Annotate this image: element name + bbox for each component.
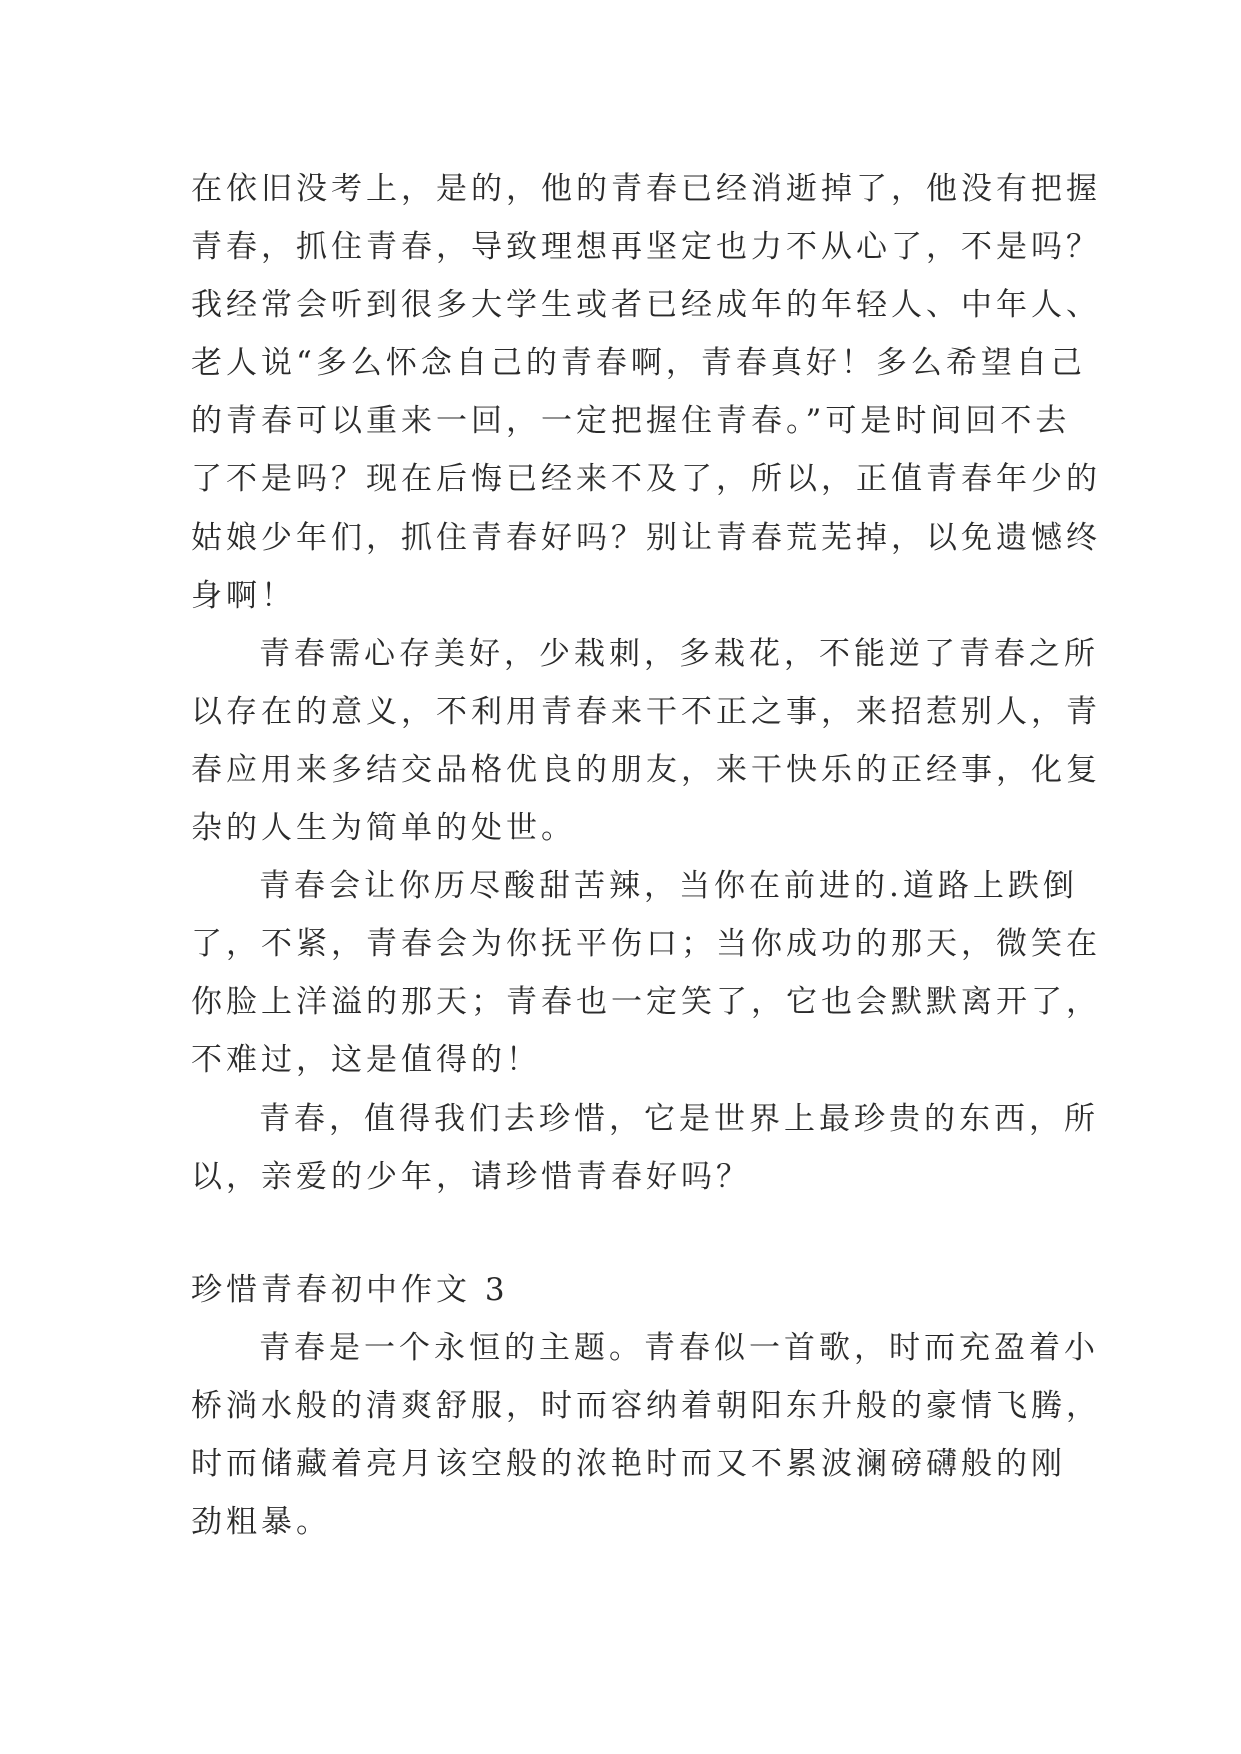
text-line: 我经常会听到很多大学生或者已经成年的年轻人、中年人、 [191, 287, 1101, 324]
paragraph-continuation [191, 160, 1101, 625]
text-line: 你脸上洋溢的那天；青春也一定笑了，它也会默默离开了， [191, 984, 1101, 1021]
text-line: 劲粗暴。 [191, 1504, 331, 1541]
text-line: 的青春可以重来一回，一定把握住青春。”可是时间回不去 [191, 403, 1071, 440]
text-line: 了，不紧，青春会为你抚平伤口；当你成功的那天，微笑在 [191, 926, 1101, 963]
paragraph-2 [191, 625, 1101, 857]
paragraph-3 [191, 857, 1101, 1089]
paragraph-4 [191, 1090, 1099, 1206]
text-line: 在依旧没考上，是的，他的青春已经消逝掉了，他没有把握 [191, 171, 1101, 207]
text-line: 青春会让你历尽酸甜苦辣，当你在前进的.道路上跌倒 [259, 868, 1078, 905]
text-line: 老人说“多么怀念自己的青春啊，青春真好！多么希望自己 [191, 345, 1086, 382]
text-line: 春应用来多结交品格优良的朋友，来干快乐的正经事，化复 [191, 751, 1101, 788]
paragraph-5 [191, 1319, 1101, 1551]
text-line: 杂的人生为简单的处世。 [191, 810, 576, 847]
text-line: 身啊！ [191, 577, 296, 614]
text-line: 以存在的意义，不利用青春来干不正之事，来招惹别人，青 [191, 693, 1101, 730]
text-line: 以，亲爱的少年，请珍惜青春好吗？ [191, 1158, 751, 1195]
text-line: 青春是一个永恒的主题。青春似一首歌，时而充盈着小 [259, 1330, 1099, 1366]
section-title: 珍惜青春初中作文 3 [191, 1272, 509, 1308]
text-line: 姑娘少年们，抓住青春好吗？别让青春荒芜掉，以免遗憾终 [191, 519, 1101, 556]
text-line: 青春，值得我们去珍惜，它是世界上最珍贵的东西，所 [259, 1100, 1099, 1137]
text-line: 青春，抓住青春，导致理想再坚定也力不从心了，不是吗？ [191, 229, 1101, 266]
text-line: 了不是吗？现在后悔已经来不及了，所以，正值青春年少的 [191, 461, 1101, 498]
text-line: 桥淌水般的清爽舒服，时而容纳着朝阳东升般的豪情飞腾， [191, 1388, 1101, 1425]
text-line: 时而储藏着亮月该空般的浓艳时而又不累波澜磅礴般的刚 [191, 1446, 1066, 1483]
text-line: 青春需心存美好，少栽刺，多栽花，不能逆了青春之所 [259, 635, 1099, 672]
document-body [191, 160, 1101, 1206]
text-line: 不难过，这是值得的！ [191, 1042, 541, 1079]
